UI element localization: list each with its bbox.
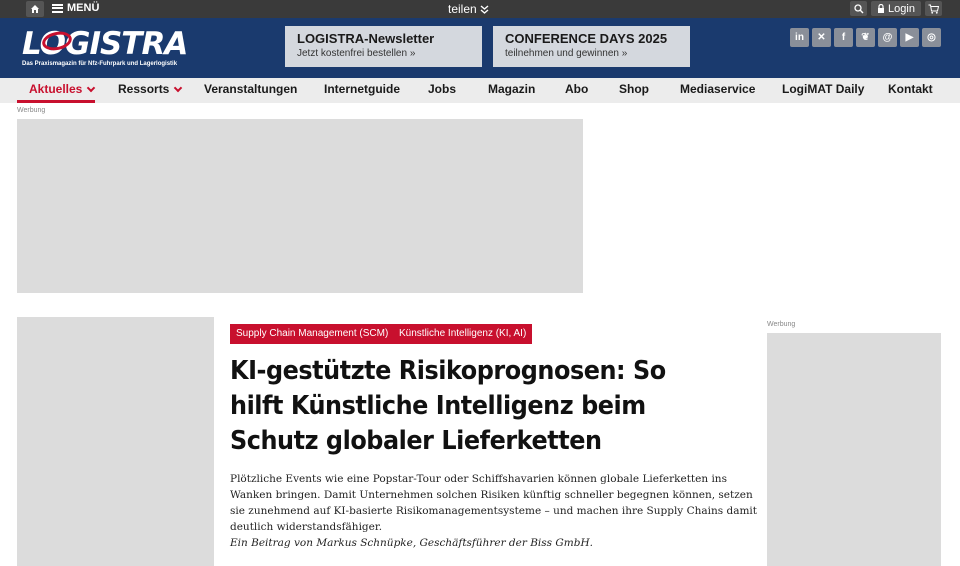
bluesky-icon[interactable]: ❦ [856,28,875,47]
cart-button[interactable] [925,1,942,16]
nav-item-jobs[interactable]: Jobs [428,82,457,96]
instagram-icon[interactable]: ◎ [922,28,941,47]
cart-icon [928,4,939,14]
share-label: teilen [448,2,477,16]
ad-label: Werbung [767,321,796,328]
article-author: Ein Beitrag von Markus Schnüpke, Geschäftsführer der Biss GmbH. [230,537,593,549]
lock-icon [877,4,885,13]
nav-item-aktuelles[interactable] [29,82,94,96]
nav-item-internetguide[interactable]: Internetguide [324,82,401,96]
menu-button[interactable] [52,2,99,14]
nav-item-kontakt[interactable]: Kontakt [888,82,933,96]
site-header [0,18,960,78]
article-headline[interactable]: KI-gestützte Risikoprognosen: So hilft Künstliche Intelligenz beim Schutz globaler Lieferketten [230,356,666,456]
article-lead: Plötzliche Events wie eine Popstar-Tour oder Schiffshavarien können globale Lieferketten ins Wanken bringen. Damit Unternehmen solchen Risiken künftig schneller begegnen können, setzen sie zunehmend auf KI-basierte Risikomanagementsysteme – und machen ihre Supply Chains damit deutlich widerstandsfähiger. [230,473,757,533]
home-icon [30,4,40,14]
newsletter-promo[interactable] [285,26,482,67]
search-button[interactable] [850,1,867,16]
nav-item-shop[interactable]: Shop [619,82,649,96]
login-button[interactable] [871,1,921,16]
youtube-icon[interactable]: ▶ [900,28,919,47]
login-label: Login [888,2,915,15]
home-button[interactable] [26,1,44,17]
tag-ki[interactable]: Künstliche Intelligenz (KI, AI) [393,324,532,344]
article-image-placeholder[interactable] [17,317,214,566]
tag-scm[interactable]: Supply Chain Management (SCM) [230,324,394,344]
promo-title: LOGISTRA-Newsletter [297,31,435,46]
promo-title: CONFERENCE DAYS 2025 [505,31,668,46]
nav-item-label: Aktuelles [29,82,83,96]
site-logo[interactable]: LOGISTRA [22,26,188,62]
nav-item-ressorts[interactable] [118,82,181,96]
nav-item-veranstaltungen[interactable]: Veranstaltungen [204,82,298,96]
nav-item-mediaservice[interactable]: Mediaservice [680,82,756,96]
nav-item-label: Ressorts [118,82,170,96]
utility-bar [0,0,960,18]
conference-promo[interactable] [493,26,690,67]
threads-icon[interactable]: @ [878,28,897,47]
promo-subtitle: teilnehmen und gewinnen » [505,48,628,59]
search-icon [854,4,864,14]
social-links [790,28,941,47]
ad-sidebar[interactable] [767,333,941,566]
hamburger-icon [52,4,63,13]
double-chevron-down-icon [480,5,489,14]
ad-label: Werbung [17,107,46,114]
active-nav-indicator [17,100,95,103]
main-nav [0,78,960,103]
site-tagline: Das Praxismagazin für Nfz-Fuhrpark und Lagerlogistik [22,61,178,67]
chevron-down-icon [87,83,95,91]
linkedin-icon[interactable]: in [790,28,809,47]
chevron-down-icon [174,83,182,91]
nav-item-logimat-daily[interactable]: LogiMAT Daily [782,82,865,96]
nav-item-magazin[interactable]: Magazin [488,82,536,96]
share-button[interactable] [448,2,489,16]
nav-item-abo[interactable]: Abo [565,82,589,96]
facebook-icon[interactable]: f [834,28,853,47]
xing-icon[interactable]: ✕ [812,28,831,47]
ad-banner-top[interactable] [17,119,583,293]
promo-subtitle: Jetzt kostenfrei bestellen » [297,48,416,59]
menu-label: MENÜ [67,2,100,14]
